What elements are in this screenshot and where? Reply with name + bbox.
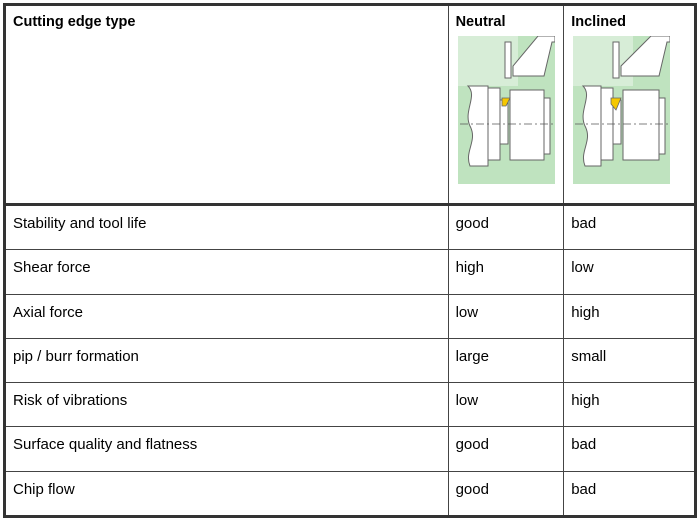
neutral-value: good: [455, 215, 489, 233]
neutral-value: large: [455, 347, 489, 365]
inclined-tool-illustration: [573, 36, 670, 184]
neutral-value: good: [455, 480, 489, 498]
header-cell-neutral: [448, 5, 564, 205]
inclined-value: high: [571, 303, 600, 321]
table-row: [5, 250, 696, 294]
inclined-value: bad: [571, 480, 597, 498]
table-row: [5, 294, 696, 338]
table-row: [5, 205, 696, 250]
table-row: [5, 383, 696, 427]
header-label-neutral: Neutral: [455, 14, 506, 30]
inclined-value: bad: [571, 436, 597, 454]
header-cell-type: [5, 5, 449, 205]
property-label: Axial force: [13, 303, 84, 321]
header-label-inclined: Inclined: [571, 14, 627, 30]
property-label: pip / burr formation: [13, 347, 139, 365]
table-row: [5, 338, 696, 382]
neutral-value: low: [455, 392, 479, 410]
inclined-value: low: [571, 259, 594, 277]
property-label: Shear force: [13, 259, 91, 277]
neutral-tool-illustration: [458, 36, 555, 184]
neutral-value: high: [455, 259, 484, 277]
neutral-value: low: [455, 303, 479, 321]
comparison-table: [3, 3, 697, 518]
inclined-value: bad: [571, 215, 597, 233]
property-label: Risk of vibrations: [13, 392, 128, 410]
neutral-value: good: [455, 436, 489, 454]
inclined-value: high: [571, 392, 600, 410]
header-label-cutting-edge-type: Cutting edge type: [13, 14, 136, 30]
table-row: [5, 427, 696, 471]
property-label: Chip flow: [13, 480, 75, 498]
property-label: Surface quality and flatness: [13, 436, 198, 454]
table-row: [5, 471, 696, 516]
property-label: Stability and tool life: [13, 215, 147, 233]
header-cell-inclined: [564, 5, 696, 205]
inclined-value: small: [571, 347, 607, 365]
header-row: [5, 5, 696, 205]
